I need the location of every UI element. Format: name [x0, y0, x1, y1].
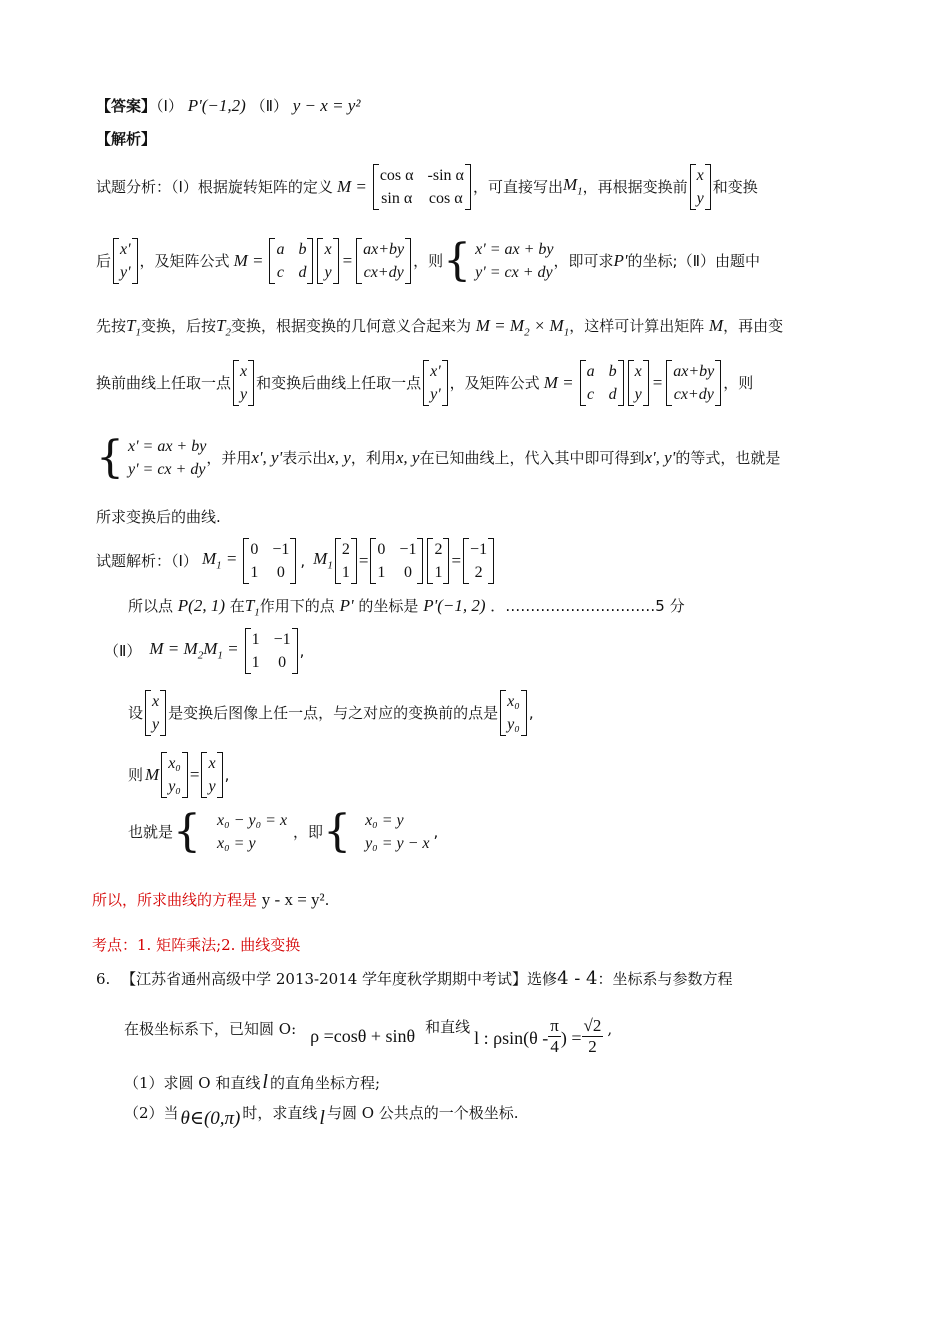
equals: =	[342, 250, 353, 270]
cell: cos α	[428, 190, 463, 208]
text: 试题解析：（Ⅰ）	[96, 552, 198, 571]
text: ，即	[293, 823, 324, 841]
cell: 0	[403, 564, 412, 582]
vector-xy	[145, 690, 166, 736]
symbol-T1: $T_1$	[126, 316, 141, 339]
vector-xy	[317, 238, 338, 284]
symbol-P-prime: P'	[339, 596, 354, 615]
text: ，再由变	[723, 317, 784, 335]
cell: x	[634, 363, 642, 380]
comma: ,	[299, 642, 305, 661]
cell: a	[276, 241, 285, 258]
solution-conclusion	[92, 890, 329, 910]
text: 变换，后按	[140, 317, 216, 335]
text: 的坐标;（Ⅱ）由题中	[627, 252, 760, 271]
cell: y	[240, 386, 248, 404]
topic: ：坐标系与参数方程	[597, 970, 733, 988]
text: 表示出	[282, 449, 328, 467]
rotation-matrix	[373, 164, 471, 210]
symbol-xy-prime: x', y'	[251, 447, 283, 467]
cell: 2	[341, 541, 350, 558]
text: 的直角坐标方程;	[269, 1074, 381, 1092]
symbol-P-prime: P'	[613, 250, 628, 270]
cell: −1	[399, 541, 417, 558]
text: 是变换后图像上任一点，与之对应的变换前的点是	[168, 704, 499, 723]
solution-line-6	[128, 806, 439, 857]
vector-xy-prime	[423, 360, 448, 406]
cell: 1	[250, 564, 259, 582]
cell: cx+dy	[363, 264, 404, 282]
matrix-M1	[243, 538, 296, 584]
problem-6-q1	[124, 1070, 380, 1094]
text: 在极坐标系下，已知圆 O:	[124, 1019, 297, 1038]
text: 在	[229, 597, 245, 615]
brace: {	[323, 806, 352, 857]
equation-system-2	[323, 806, 430, 857]
cell: 1	[434, 564, 443, 582]
text: （Ⅱ）	[104, 642, 142, 661]
cell: 0	[276, 564, 285, 582]
answer-part2-expr: y − x = y²	[292, 96, 361, 115]
row: x₀ = y	[217, 835, 256, 852]
point-P-prime: P'(−1, 2)	[423, 596, 486, 615]
circle-equation: ρ =cosθ + sinθ	[310, 1026, 416, 1047]
cell: x	[696, 167, 704, 184]
symbol-l: l	[262, 1071, 268, 1093]
text: ，即可求	[553, 252, 614, 271]
problem-6-statement	[124, 1008, 613, 1057]
cell: cx+dy	[673, 386, 714, 404]
cell: 1	[341, 564, 350, 582]
cell: −1	[272, 541, 290, 558]
kaodian: 考点：1. 矩阵乘法;2. 曲线变换	[92, 936, 301, 954]
text: 所以，所求曲线的方程是	[92, 891, 258, 909]
cell: 2	[434, 541, 443, 558]
solution-line-1	[96, 538, 496, 584]
comma: ,	[433, 823, 439, 841]
cell: y	[152, 716, 160, 734]
problem-number: 6.	[96, 970, 111, 988]
brace: {	[443, 235, 472, 287]
comma: ,	[300, 552, 306, 571]
text: ，可直接写出	[472, 178, 563, 197]
text: 试题分析：（Ⅰ）根据旋转矩阵的定义	[96, 178, 333, 197]
text: ，及矩阵公式	[449, 374, 540, 393]
cell: 1	[251, 654, 260, 672]
text: ，则	[413, 252, 444, 271]
cell: y	[696, 190, 704, 208]
topic-number: 4 - 4	[557, 968, 598, 989]
cell: x	[324, 241, 332, 258]
equals: =	[189, 764, 200, 784]
equation-system-1	[173, 806, 288, 857]
text: ，利用	[350, 449, 396, 467]
symbol-T1: $T_1$	[244, 596, 260, 619]
text: ，及矩阵公式	[139, 252, 230, 271]
cell: 0	[278, 654, 287, 672]
analysis-line-4	[96, 360, 753, 406]
text: 时，求直线	[242, 1104, 318, 1122]
row: y₀ = y − x	[365, 835, 430, 852]
analysis-line-3	[96, 316, 783, 340]
vector-xy	[690, 164, 711, 210]
problem-6-q2	[124, 1100, 519, 1129]
cell: cos α	[379, 167, 414, 184]
solution-line-2	[128, 596, 685, 620]
equals: =	[451, 550, 462, 570]
text: ，再根据变换前	[582, 178, 688, 197]
cell: x'	[430, 363, 441, 380]
fraction-sqrt2-over-2	[582, 1016, 604, 1058]
solution-line-4	[128, 690, 534, 736]
symbol-M1: $M_1$	[562, 175, 583, 198]
comma: ,	[528, 704, 534, 723]
text: 也就是	[128, 823, 174, 841]
cell: y₀	[507, 716, 520, 734]
symbol-M1: $M_1$	[313, 549, 333, 572]
text: 和变换后曲线上任取一点	[256, 374, 422, 393]
cell: x	[208, 755, 216, 772]
row: x' = ax + by	[475, 241, 554, 258]
vector-21	[335, 538, 357, 584]
cell: d	[608, 386, 617, 404]
text: 变换，根据变换的几何意义合起来为	[230, 317, 471, 335]
text: 在已知曲线上，代入其中即可得到	[419, 449, 645, 467]
line-equation-a: l : ρsin(θ -	[474, 1028, 549, 1049]
vector-x0y0	[500, 690, 527, 736]
cell: 1	[377, 564, 386, 582]
product-M: $M = M_2M_1$ =	[149, 639, 239, 662]
matrix-abcd	[269, 238, 313, 284]
cell: c	[587, 386, 595, 404]
symbol-T2: $T_2$	[216, 316, 231, 339]
cell: −1	[273, 631, 291, 648]
row: y' = cx + dy	[475, 264, 553, 282]
cell: y'	[430, 386, 441, 404]
symbol-M1: $M_1$ =	[201, 549, 238, 572]
solution-line-5	[128, 752, 229, 798]
text: 换前曲线上任取一点	[96, 374, 232, 393]
row: y' = cx + dy	[128, 461, 206, 478]
vector-xy	[201, 752, 222, 798]
symbol-M: M =	[233, 250, 264, 270]
text: 的等式，也就是	[675, 449, 781, 467]
text: 和直线	[425, 1017, 471, 1036]
answer-line	[96, 96, 360, 116]
cell: 2	[474, 564, 483, 582]
comma: ,	[224, 766, 230, 785]
product-M: $M = M_2 \times M_1$	[475, 316, 570, 339]
text: 设	[128, 704, 144, 723]
vector-result	[463, 538, 494, 584]
symbol-xy: x, y	[327, 447, 351, 467]
cell: d	[298, 264, 307, 282]
problem-6-header	[96, 968, 733, 990]
cell: x	[240, 363, 248, 380]
cell: sin α	[381, 190, 413, 208]
text: 与圆 O 公共点的一个极坐标.	[326, 1104, 519, 1122]
cell: y	[324, 264, 332, 282]
text: 的坐标是	[358, 597, 419, 615]
row: x₀ = y	[365, 811, 404, 829]
text: 和变换	[712, 178, 758, 197]
cell: a	[586, 363, 595, 380]
cell: ax+by	[363, 241, 405, 258]
analysis-line-1	[96, 164, 758, 210]
cell: -sin α	[427, 167, 464, 184]
answer-label: 【答案】	[96, 97, 157, 115]
symbol-xy: x, y	[395, 447, 420, 467]
matrix-M1	[370, 538, 423, 584]
line-equation-b: ) =	[560, 1028, 582, 1049]
cell: y₀	[168, 778, 181, 796]
answer-part1-mark: （Ⅰ）	[156, 97, 183, 115]
cell: 1	[251, 631, 260, 648]
text: 先按	[96, 317, 127, 335]
text: 作用下的点	[259, 597, 335, 615]
analysis-label: 【解析】	[96, 130, 157, 148]
text: 则	[128, 766, 144, 785]
vector-xy	[628, 360, 649, 406]
symbol-M: M	[145, 764, 160, 784]
text: ．…………………………5 分	[490, 597, 685, 615]
cell: y'	[120, 264, 131, 282]
brace: {	[96, 432, 124, 483]
vector-21	[427, 538, 449, 584]
vector-xy	[233, 360, 254, 406]
cell: b	[298, 241, 307, 258]
answer-part2-mark: （Ⅱ）	[250, 97, 288, 115]
row: x₀ − y₀ = x	[217, 811, 288, 829]
comma: ,	[607, 1019, 613, 1038]
matrix-M	[245, 628, 298, 674]
equation-system	[443, 235, 554, 287]
text: ，并用	[206, 449, 252, 467]
numerator: π	[548, 1016, 561, 1037]
text: 后	[96, 252, 112, 271]
analysis-line-6: 所求变换后的曲线.	[96, 508, 221, 526]
solution-line-3	[104, 628, 304, 674]
vector-result	[356, 238, 411, 284]
point-P: P(2, 1)	[177, 596, 226, 615]
cell: c	[276, 264, 284, 282]
equals: =	[652, 372, 663, 392]
row: x' = ax + by	[128, 437, 207, 455]
vector-x0y0	[161, 752, 188, 798]
text: ，则	[723, 374, 754, 393]
cell: b	[608, 363, 617, 380]
cell: y	[634, 386, 642, 404]
vector-result	[666, 360, 721, 406]
cell: −1	[470, 541, 488, 558]
symbol-M: M =	[336, 176, 367, 196]
brace: {	[173, 806, 202, 857]
cell: y	[208, 778, 216, 796]
condition: θ∈(0,π)	[180, 1108, 241, 1129]
symbol-M: M =	[543, 372, 574, 392]
period: .	[324, 891, 330, 909]
symbol-xy-prime: x', y'	[644, 447, 676, 467]
cell: ax+by	[673, 363, 715, 380]
fraction-pi-over-4	[548, 1016, 561, 1058]
cell: x₀	[507, 693, 520, 710]
vector-xy-prime	[113, 238, 138, 284]
problem-source: 【江苏省通州高级中学 2013-2014 学年度秋学期期中考试】选修	[121, 970, 558, 988]
answer-part1-expr: P'(−1,2)	[187, 96, 246, 115]
text: 所以点	[128, 597, 174, 615]
text: （1）求圆 O 和直线	[124, 1074, 261, 1092]
analysis-line-2	[96, 235, 760, 287]
text: （2）当	[124, 1104, 179, 1122]
cell: x	[152, 693, 160, 710]
cell: 0	[250, 541, 259, 558]
cell: x₀	[168, 755, 181, 772]
denominator: 4	[550, 1037, 559, 1057]
matrix-abcd	[580, 360, 624, 406]
equals: =	[358, 550, 369, 570]
symbol-M: M	[709, 316, 724, 335]
numerator: √2	[582, 1016, 604, 1037]
denominator: 2	[588, 1037, 597, 1057]
final-equation: y - x = y²	[261, 890, 325, 909]
analysis-line-5	[96, 432, 781, 483]
cell: 0	[377, 541, 386, 558]
symbol-l: l	[319, 1107, 325, 1129]
equation-system	[96, 432, 207, 483]
cell: x'	[120, 241, 131, 258]
text: ，这样可计算出矩阵	[569, 317, 705, 335]
